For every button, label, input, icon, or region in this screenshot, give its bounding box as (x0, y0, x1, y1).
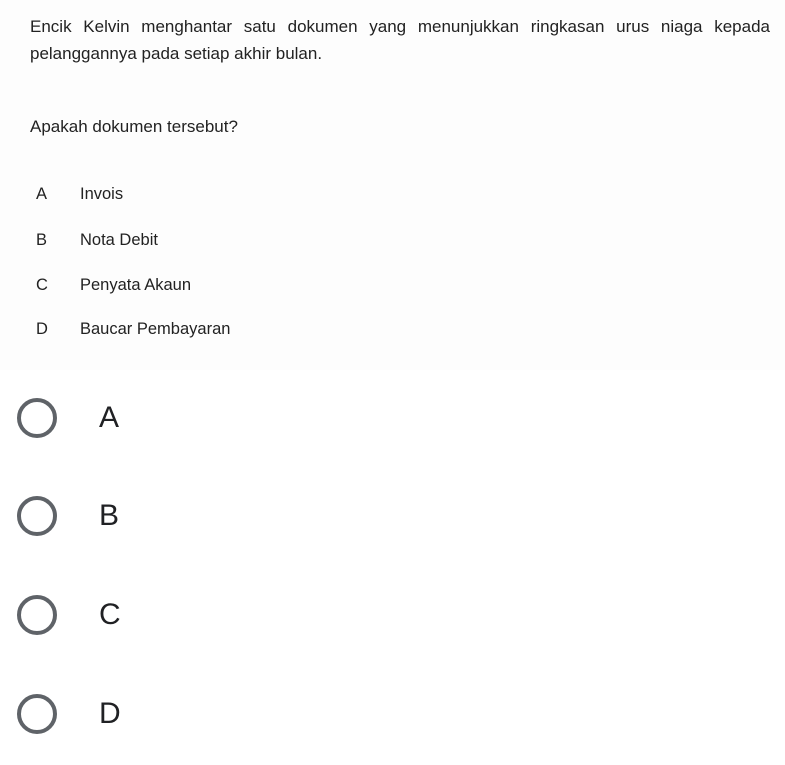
choice-text: Penyata Akaun (80, 275, 192, 294)
question-image (0, 0, 785, 370)
choice-c (36, 273, 191, 297)
radio-button[interactable] (17, 496, 57, 536)
choice-letter: C (36, 275, 48, 294)
choice-a (36, 182, 123, 206)
answer-option-d[interactable] (17, 682, 757, 746)
answer-option-label: C (99, 598, 121, 631)
question-prompt: Apakah dokumen tersebut? (30, 117, 238, 136)
choice-text: Baucar Pembayaran (80, 319, 231, 338)
choice-b (36, 228, 158, 252)
answer-option-label: A (99, 401, 120, 434)
radio-button[interactable] (17, 595, 57, 635)
answer-option-a[interactable] (17, 386, 757, 450)
radio-button[interactable] (17, 398, 57, 438)
question-paragraph: Encik Kelvin menghantar satu dokumen yang menunjukkan ringkasan urus niaga kepada pelanggannya pada setiap akhir bulan. (30, 17, 770, 63)
choice-letter: A (36, 184, 48, 203)
choice-letter: B (36, 230, 48, 249)
choice-text: Invois (80, 184, 124, 203)
choice-d (36, 317, 230, 341)
choice-letter: D (36, 319, 48, 338)
radio-button[interactable] (17, 694, 57, 734)
choice-text: Nota Debit (80, 230, 158, 249)
answer-option-label: B (99, 499, 120, 532)
answer-option-c[interactable] (17, 583, 757, 647)
answer-option-b[interactable] (17, 484, 757, 548)
answer-option-label: D (99, 697, 121, 730)
